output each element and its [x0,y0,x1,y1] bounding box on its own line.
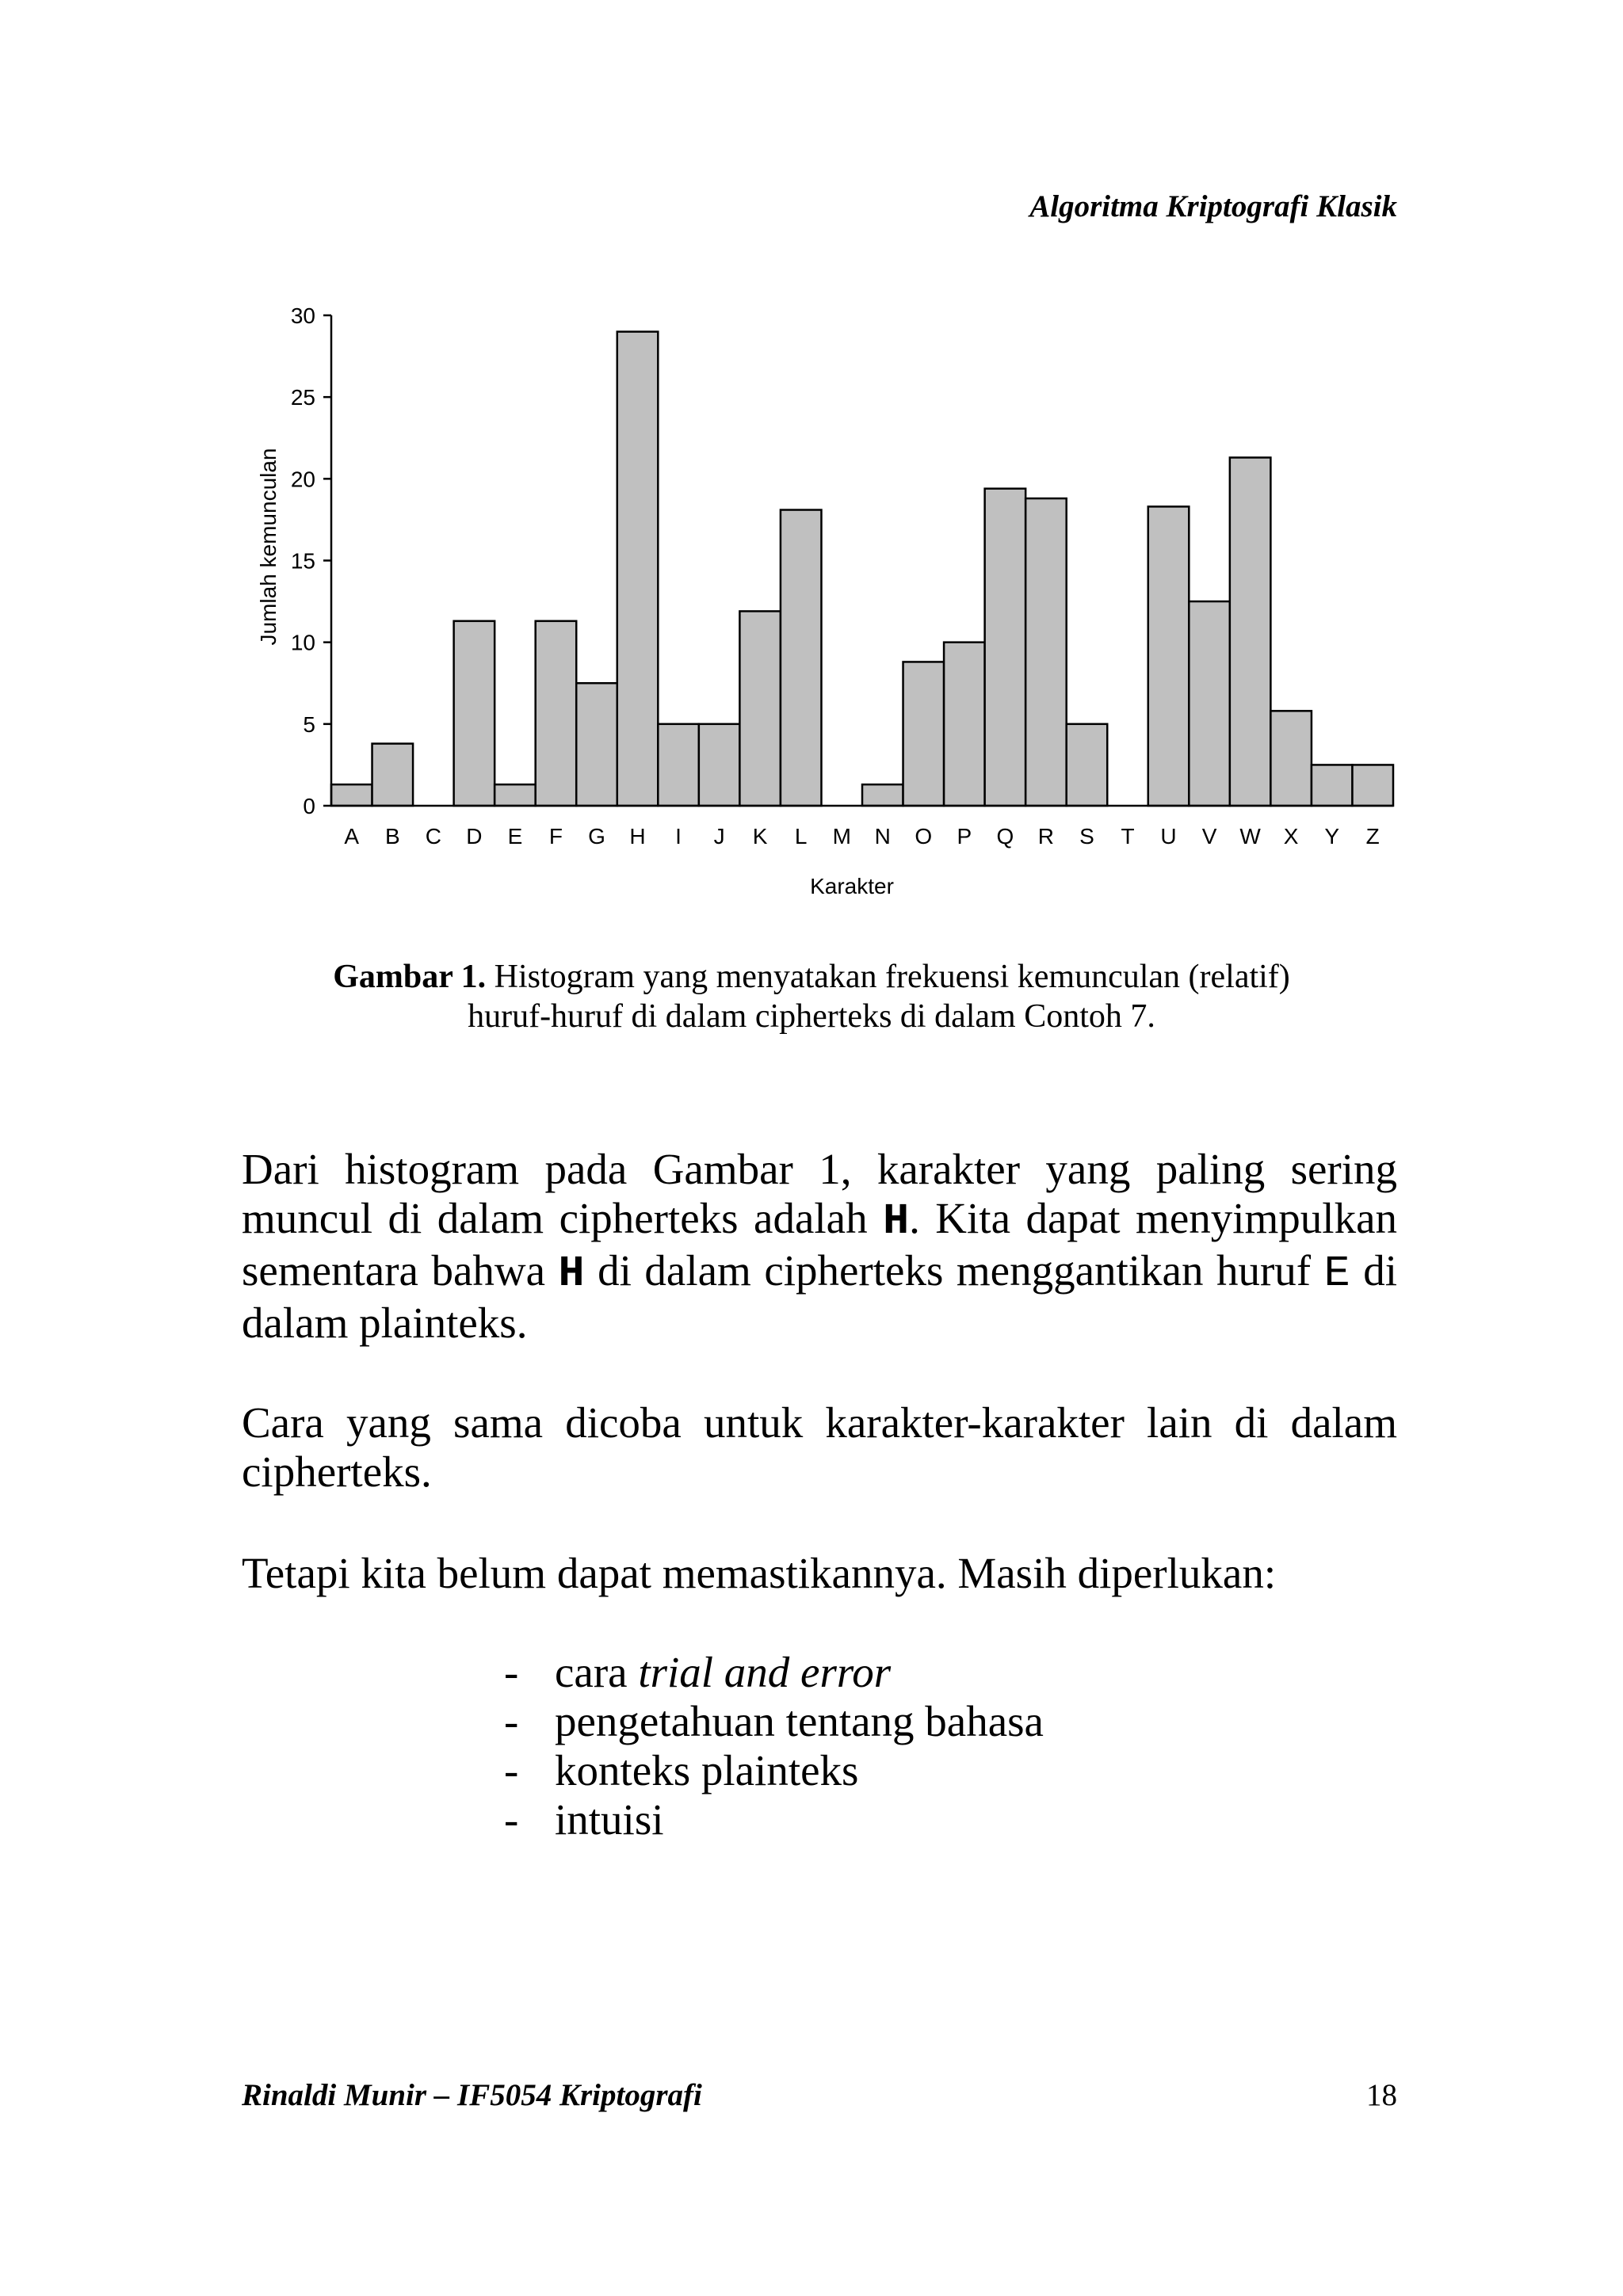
bar-X [1270,711,1312,806]
bar-S [1067,724,1108,806]
y-ticks [291,303,331,818]
y-tick-label: 0 [303,794,315,818]
bar-H [617,332,659,806]
bar-R [1025,498,1067,806]
x-tick-label-F: F [548,824,563,849]
paragraph-3-intro: Tetapi kita belum dapat memastikannya. Masih diperlukan: [242,1549,1277,1597]
x-ticks [344,824,1379,849]
y-tick-label: 15 [290,548,315,574]
x-tick-label-E: E [507,824,523,849]
bar-A [331,784,372,806]
bar-G [576,683,617,806]
x-tick-label-O: O [915,824,933,849]
x-tick-label-P: P [957,824,972,849]
bar-P [944,643,985,806]
list-item: - konteks plainteks [504,1746,859,1794]
bar-Y [1312,765,1353,806]
requirements-list [504,1648,1044,1844]
y-tick-label: 20 [290,467,315,492]
y-tick-label: 30 [290,303,315,328]
p1-line-2: muncul di dalam cipherteks adalah H. Kita dapat menyimpulkan [242,1194,1398,1246]
bar-W [1230,458,1271,806]
bar-D [454,621,495,806]
x-tick-label-R: R [1037,824,1055,849]
p2-line-2: cipherteks. [242,1447,432,1496]
figure-caption [238,957,1385,1036]
caption-label: Gambar 1. [333,959,487,995]
x-tick-label-G: G [588,824,605,849]
paragraph-1 [242,1145,1397,1348]
bar-V [1189,601,1230,806]
x-tick-label-A: A [344,824,360,849]
x-tick-label-C: C [425,824,441,849]
x-tick-label-Z: Z [1365,824,1380,849]
x-axis-label: Karakter [810,874,894,898]
bar-O [903,662,945,806]
x-tick-label-S: S [1079,824,1094,849]
bar-J [699,724,740,806]
y-tick-label: 5 [303,711,315,737]
page-number: 18 [1366,2078,1397,2112]
bar-I [658,724,699,806]
footer-author: Rinaldi Munir – IF5054 Kriptografi [242,2078,702,2112]
x-tick-label-Y: Y [1324,824,1340,849]
x-tick-label-U: U [1160,824,1177,849]
bar-K [739,611,781,806]
p1-line-3: sementara bahwa H di dalam cipherteks menggantikan huruf E di [242,1246,1398,1299]
x-tick-label-D: D [466,824,483,849]
x-tick-label-J: J [713,824,725,849]
caption-line-2: huruf-huruf di dalam cipherteks di dalam Contoh 7. [468,998,1155,1035]
x-tick-label-X: X [1283,824,1299,849]
chart-bars [331,332,1393,806]
bar-N [862,784,903,806]
bar-F [536,621,577,806]
list-item: - cara trial and error [504,1648,892,1696]
y-tick-label: 10 [290,630,315,655]
histogram-chart [0,0,1623,919]
bar-Q [985,489,1026,806]
paragraph-2 [242,1398,1397,1497]
bar-U [1148,506,1190,806]
p2-line-1: Cara yang sama dicoba untuk karakter-karakter lain di dalam [242,1398,1397,1447]
cipher-char-h: H [883,1196,910,1246]
bar-L [781,510,822,806]
p1-line-4: dalam plainteks. [242,1299,528,1347]
y-tick-label: 25 [290,385,315,410]
y-axis-label: Jumlah kemunculan [256,448,281,646]
list-item: - pengetahuan tentang bahasa [504,1697,1044,1745]
list-item: - intuisi [504,1795,664,1844]
x-tick-label-M: M [832,824,851,849]
x-tick-label-K: K [752,824,768,849]
p1-line-1: Dari histogram pada Gambar 1, karakter yang paling sering [242,1145,1397,1193]
x-tick-label-H: H [629,824,646,849]
x-tick-label-T: T [1121,824,1135,849]
x-tick-label-V: V [1201,824,1217,849]
bar-Z [1352,765,1393,806]
x-tick-label-Q: Q [996,824,1014,849]
x-tick-label-B: B [384,824,400,849]
cipher-char-h-2: H [558,1249,585,1299]
x-tick-label-L: L [794,824,808,849]
bar-E [495,784,536,806]
x-tick-label-W: W [1239,824,1261,849]
running-header: Algoritma Kriptografi Klasik [1029,189,1397,223]
bar-B [372,744,414,806]
plain-char-e: E [1323,1249,1350,1299]
caption-line-1: Histogram yang menyatakan frekuensi kemunculan (relatif) [494,959,1290,995]
x-tick-label-N: N [874,824,891,849]
x-tick-label-I: I [675,824,682,849]
